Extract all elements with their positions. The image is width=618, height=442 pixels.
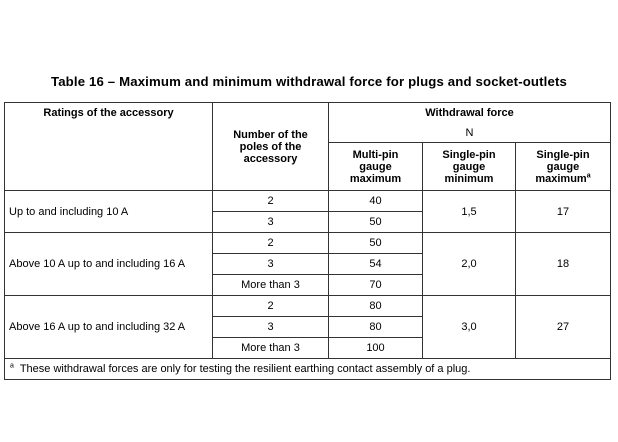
single-max-cell: 27 (516, 296, 611, 359)
header-multi-pin-max: Multi-pin gauge maximum (329, 143, 423, 191)
footnote-mark: a (10, 362, 14, 370)
poles-cell: More than 3 (213, 275, 329, 296)
single-max-cell: 18 (516, 233, 611, 296)
poles-cell: 2 (213, 233, 329, 254)
header-ratings: Ratings of the accessory (5, 103, 213, 191)
footnote-row (5, 359, 611, 380)
table-row (5, 296, 611, 317)
rating-cell: Above 16 A up to and including 32 A (5, 296, 213, 359)
multi-max-cell: 50 (329, 212, 423, 233)
single-max-cell: 17 (516, 191, 611, 233)
multi-max-cell: 54 (329, 254, 423, 275)
rating-cell: Above 10 A up to and including 16 A (5, 233, 213, 296)
footnote (5, 359, 611, 380)
poles-cell: 2 (213, 296, 329, 317)
poles-cell: 2 (213, 191, 329, 212)
multi-max-cell: 40 (329, 191, 423, 212)
header-poles: Number of the poles of the accessory (213, 103, 329, 191)
table-row (5, 233, 611, 254)
single-min-cell: 2,0 (423, 233, 516, 296)
table-row (5, 191, 611, 212)
footnote-text: These withdrawal forces are only for testing the resilient earthing contact assembly of a plug. (19, 363, 471, 375)
withdrawal-force-table (4, 102, 611, 380)
poles-cell: 3 (213, 317, 329, 338)
header-single-pin-max-label: Single-pin gauge maximum (535, 148, 590, 185)
poles-cell: More than 3 (213, 338, 329, 359)
footnote-marker: a (586, 171, 591, 179)
multi-max-cell: 100 (329, 338, 423, 359)
poles-cell: 3 (213, 212, 329, 233)
multi-max-cell: 80 (329, 317, 423, 338)
header-single-pin-max (516, 143, 611, 191)
single-min-cell: 1,5 (423, 191, 516, 233)
header-single-pin-min: Single-pin gauge minimum (423, 143, 516, 191)
poles-cell: 3 (213, 254, 329, 275)
rating-cell: Up to and including 10 A (5, 191, 213, 233)
single-min-cell: 3,0 (423, 296, 516, 359)
header-withdrawal-force: Withdrawal force (329, 103, 611, 124)
table-title: Table 16 – Maximum and minimum withdrawal force for plugs and socket-outlets (50, 74, 568, 89)
multi-max-cell: 70 (329, 275, 423, 296)
multi-max-cell: 50 (329, 233, 423, 254)
header-unit: N (329, 124, 611, 143)
multi-max-cell: 80 (329, 296, 423, 317)
